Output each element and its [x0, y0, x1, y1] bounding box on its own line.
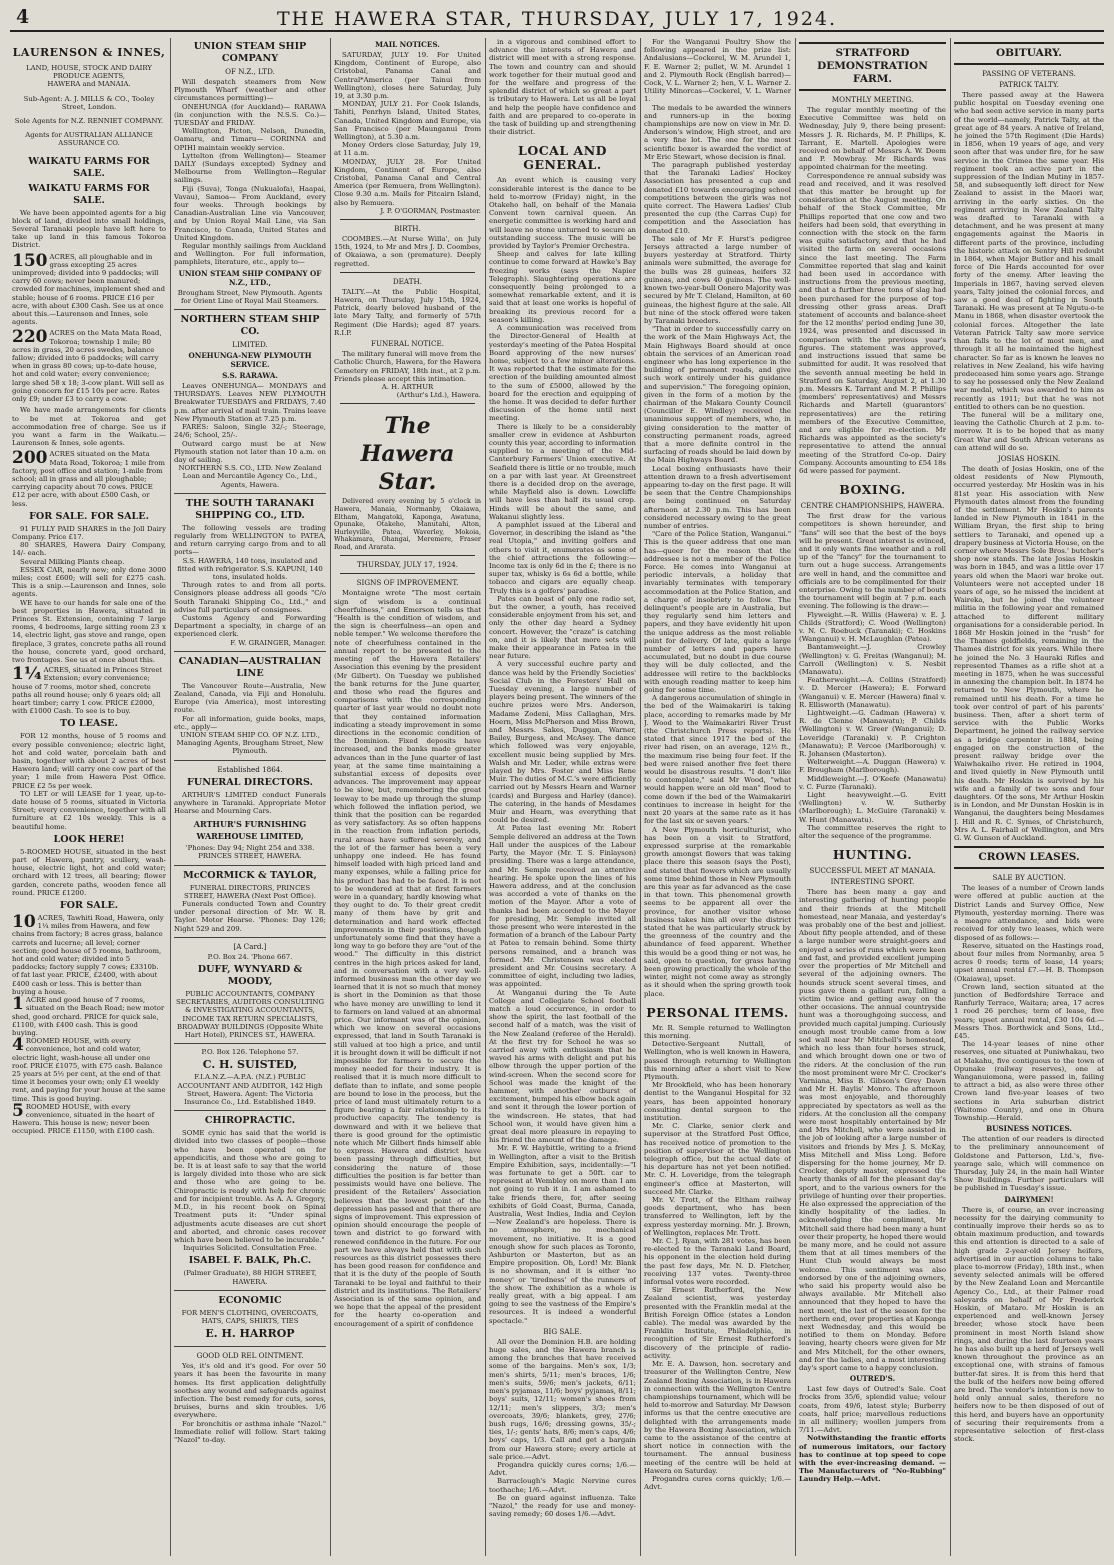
listing-text: ACRE and good house of 7 rooms, situated on the Beach Road; new motor shed, good orchard. PRICE for quick sale, £1100, with £400 cash. This is good buying.: [12, 996, 165, 1037]
paragraph: Progandra quickly cures corns; 1/6.—Advt.: [489, 1460, 636, 1478]
editorial-text: Montaigne wrote "The most certain sign of wisdom is a continual cheerfulness," and Emerson tells us that "Health is the condition of wisdom, and the sign is cheerfulness—an open and noble temper." We welcome therefore the note of cheerfulness contained in the annual report to be presented to the meeting of the Hawera Retailers' Association this evening by the president (Mr Gilbert). On Tuesday we published the bank returns for the June quarter, and those who read the figures and comparisons with the corresponding quarter of last year would no doubt note that they contained information indicating a steady improvement in some directions in the economic condition of the Dominion. Fixed deposits have increased, and the banks made greater advances than in the June quarter of last year, at the same time maintaining a substantial excess of deposits over advances. The improvement may appear to be slow, but, remembering the great leeway to be made up through the slump which followed the inflation period, we think that the position can be regarded as very satisfactory. As so often happens in the reaction from inflation periods, rural areas have suffered severely, and the lot of the farmer has been a very unhappy one indeed. He has found himself loaded with high priced land and many expenses, while a falling price for his product has had to be faced. It is not to be wondered at that at first farmers were in a quandary, hardly knowing what they ought to do. To their great credit many of them have by grit and determination and hard work effected improvements in their positions, though unfortunately some find that they have a long way to go before they are "out of the wood." The difficulty in this district centres in the high prices asked for land, and in conversation with a very well-informed business man the other day we learned that it is not so much that money is short in the Dominion as that those who have money are unwilling to lend it to farmers on land valued at an abnormal price. Our informant was of the opinion, which we know on several occasions expressed, that land in South Taranaki is still valued at too high a price, and until it is brought down it will be difficult if not impossible for farmers to secure the money needed for their industry. It is realised that it is much more difficult to deflate than to inflate, and some people are bound to lose in the process, but the price of land must ultimately return to a figure bearing a fair relationship to its productive capacity. The tendency is downward and with it we believe that there is good ground for the optimistic note which Mr Gilbert finds himself able to express. Hawera and district have been passing through difficulties, but considering the nature of those difficulties the position is far better than pessimists would have one believe. The president of the Retailers' Association believes that the lowest point of the depression has passed and that there are signs of improvement. This expression of opinion should encourage the people of town and district to go forward with renewed confidence in the future. For our part we have always held that with such resources as this district possesses there has been good reason for confidence and that it is the duty of the people of South Taranaki to be loyal and faithful to their district and its institutions. The Retailers' Association is of the same opinion, and we hope that the appeal of the president for the hearty co-operation and encouragement of a spirit of confidence: [334, 589, 481, 1328]
paragraph: TO LET or will LEASE for 1 year, up-to-date house of 5 rooms, situated in Victoria Street; every convenience, together with all furniture at £2 10s weekly. This is a beautiful home.: [12, 789, 166, 831]
ad-text: Funerals conducted Town and Country under personal direction of Mr. W. R. Taylor. Motor Hearse. 'Phones: Day 126; Night 529 and 209.: [174, 900, 326, 933]
paragraph: Mr. R. Semple returned to Wellington this morning.: [644, 1023, 791, 1040]
ad-heading: CANADIAN—AUSTRALIAN LINE: [178, 655, 322, 679]
section-subheading: CENTRE CHAMPIONSHIPS, HAWERA.: [800, 501, 945, 511]
paragraph: 80 SHARES, Hawera Dairy Company, 14/- each.: [12, 541, 166, 558]
ad-text: For all information, guide books, maps, etc., apply—: [174, 714, 326, 731]
section-subheading: MONTHLY MEETING.: [831, 95, 914, 104]
section-subheading: PATRICK TALTY.: [999, 80, 1059, 89]
ad-subheading: GOOD OLD REL OINTMENT.: [196, 1351, 304, 1361]
listing-text: ACRES, all ploughable and in grass excepting 25 acres unimproved; divided into 9 paddocks; will carry 60 cows; never been manured; crowded for machines, implement shed and stable; house of 6 rooms. PRICE £16 per acre, with about £300 Cash. See us at once about this.—Laurenson and Innes, sole agents.: [12, 252, 166, 327]
paragraph: A pamphlet issued at the Liberal and Governor, in describing the island as "the real Utopia," and inviting golfers and others to visit it, enumerates as some of the chief attractions the following:—Income tax is only 6d in the £; there is no super tax, whisky is 6s 6d a bottle, while tobacco and cigars are equally cheap. Truly this is a golfers' paradise.: [489, 520, 636, 595]
paragraph: Barraclough's Magic Nervine cures toothache; 1/6.—Advt.: [489, 1477, 636, 1494]
paragraph: The funeral will be a military one, leaving the Catholic Church at 2 p.m. to-morrow. It is to be hoped that as many Great War and South African veterans as can attend will do so.: [954, 410, 1104, 452]
paragraph: Reserve, situated on the Hastings road, about four miles from Normanby, area 5 acres 0 roods; term of lease, 14 years; upset annual rental £7.—H. B. Thompson (Okaiawa), upset.: [954, 941, 1104, 983]
section-heading: MAIL NOTICES.: [375, 40, 440, 49]
section-heading: PERSONAL ITEMS.: [646, 1004, 789, 1020]
paragraph: The military funeral will move from the Catholic Church, Hawera, for the Hawera Cemetery on FRIDAY, 18th inst., at 2 p.m. Friends please accept this intimation.: [334, 350, 481, 383]
paragraph: Local boxing enthusiasts have their attention drawn to a fresh advertisement appearing to-day on the first page. It will be seen that the Centre Championships are being continued on Saturday afternoon at 2.30 p.m. This has been considered necessary owing to the great number of entries.: [644, 464, 791, 530]
ad-heading: McCORMICK & TAYLOR,: [183, 869, 317, 881]
section-subheading: INTERESTING SPORT.: [830, 877, 915, 887]
listing-number: 150: [12, 250, 48, 271]
paragraph: The 14-year leases of nine other reserves, one situated at Puniwhakau, two at Makahu, five contiguous to the town of Opunake (railway reserves), one at Wanganuiomona, were passed in, failing to attract a bid, as also were three other Crown land five-year leases of two sections in Aria suburban district (Waitomo County), and one in Ohura Township.—Herald.: [954, 1040, 1104, 1122]
ad-text: Leaves ONEHUNGA— MONDAYS and THURSDAYS. Leaves NEW PLYMOUTH Breakwater TUESDAYS and FRIDAYS, 7.40 p.m. after arrival of mail train. Trains leave New Plymouth Station at 7.25 p.m.: [174, 382, 326, 423]
masthead: [10, 4, 1104, 32]
section-heading: FUNERAL NOTICE.: [370, 339, 445, 349]
section-subheading: SALE BY AUCTION.: [992, 873, 1066, 883]
section-heading: WAIKATU FARMS FOR SALE.: [28, 182, 150, 206]
listing-text: ACRES, situated in Princes Street Extension; every convenience; house of 7 rooms, motor shed, concrete paths all round house; only 6 years old; all heart timber; carry 1 cow. PRICE £2000, with £1000 Cash. To see is to buy.: [12, 666, 163, 716]
section-heading: BIG SALE.: [543, 1326, 582, 1336]
section-heading: OBITUARY.: [954, 42, 1104, 65]
paragraph: There is, of course, an ever increasing necessity for the dairying community to continually improve their herds so as to obtain maximum production, and towards this end attention is directed to a sale of high grade 2-year-old Jersey heifers, advertised in our auction columns to take place to-morrow (Friday), 18th inst., when seventy selected animals will be offered by the New Zealand Loan and Mercantile Agency Co., Ltd., at their Palmer road saleyards on behalf of Mr Frederick Hoskin, of Mataro. Mr Hoskin is an experienced and well-known Jersey breeder, whose stock have been prominent in most North Island show rings, and during the last fourteen years he has also built up a herd of Jerseys well known throughout the province as an exceptional one, with strains of famous butter-fat sires. It is from this herd that the bulk of the heifers now being offered are bred. The vendor's intention is now to hold only annual sales, therefore no heifers now to be then disposed of out of this herd, and buyers have an opportunity of securing their requirements from a representative selection of first-class stock.: [954, 1205, 1104, 1444]
ad-text: Wellington, Picton, Nelson, Dunedin, Oamaru, and Timaru— CORINNA and OPIHI maintain weekly service.: [174, 127, 326, 152]
paragraph: A New Plymouth horticulturist, who has been on a visit to Stratford, expressed surprise at the remarkable growth amongst flowers that was taking place there this season (says the Post), and stated that flowers which are usually some time behind those in New Plymouth are this year as far advanced as the case in that town. This phenomenal growth seems to be apparent all over the province, for another visitor whose business takes him all over the district stated that he was particularly struck by the greenness of the country and the abundance of feed apparent. Whether this would be a good thing or not was, he said, open to question, for grass having been growing practically the whole of the winter, might not come away as strongly as it should when the spring growth took place.: [644, 825, 791, 998]
section-heading: FOR SALE. FOR SALE.: [29, 510, 149, 522]
listing-number: 10: [12, 912, 36, 933]
ad-text: (Palmer Graduate), 88 HIGH STREET, HAWERA.: [183, 1269, 317, 1286]
ad-text: P.O. Box 24. 'Phone 667.: [207, 952, 293, 961]
paragraph: FOR 12 months, house of 5 rooms and every possible convenience; electric light, hot and cold water, porcelain bath and basin, together with about 2 acres of best Hawera land; will carry one cow part of the year; 1 mile from Hawera Post Office. PRICE £2 5s per week.: [12, 732, 166, 790]
economic-ad: [174, 1295, 326, 1347]
paragraph: "That in order to successfully carry on the work of the Main Highways Act, the Main Highways Board should at once obtain the services of an American road engineer who has long experience in the building of permanent roads, and give such work entirely under his guidance and supervision." The foregoing opinion, given in the form of a motion by the chairman of the Makara County Council (Councillor E. Windley) received the unanimous support of members, who, in giving consideration to the matter of constructing permanent roads, agreed that a more definite control in the surfacing of roads should be laid down by the Main Highways Board.: [644, 325, 791, 465]
ad-text: Lyttelton (from Wellington)— Steamer DAILY (Sundays excepted) Sydney and Melbourne from Wellington—Regular sailings.: [174, 151, 326, 185]
ad-text: SOME cynic has said that the world is divided into two classes of people—those who have been operated on for appendicitis, and those who are going to be. It is at least safe to say that the world is largely divided into those who are sick and those who are going to be. Chiropractic is ready with help for chronic and for incipient trouble. As A. A. Gregory, M.D., in his recent book on Spinal Treatment puts it: "Under spinal adjustments acute diseases are cut short and aborted, and chronic cases recover which have been believed to be incurable.": [174, 1129, 326, 1244]
advertiser-name: LAURENSON & INNES,: [12, 46, 166, 59]
paragraph: Mr. C. J. Ryan, with 281 votes, has been re-elected to the Taranaki Land Board, his opponent in the election held during the past few days, Mr. N. D. Fletcher, receiving 137 votes. Twenty-three informal votes were recorded.: [644, 1237, 791, 1287]
paragraph: All over the Dominion H.B. are holding huge sales, and the Hawera branch is among the branches that have received some of the bargains. Men's sox, 1/3; men's shirts, 5/11; men's braces, 1/6; men's suits, 59/6; men's jackets, 6/11; men's pyjamas, 11/6; boys' pyjamas, 8/11; boys' suits, 12/11; women's shoes from 12/11; men's slippers, 3/3; men's overcoats, 39/6; blankets, grey, 27/6; bush rugs, 16/6; dressing gowns, 35/-; ties, 1/-; gents' hats, 8/6; men's caps, 4/6; boys' caps, 1/3. Call and get a bargain from our Hawera store; every article at sale price.—Advt.: [489, 1337, 636, 1461]
listing-text: ACRES on the Mata Mata Road, Tokoroa; township 1 mile; 80 acres in grass, 20 acres swedes, balance fallow; divided into 6 paddocks; will carry when in grass 80 cows; up-to-date house, hot and cold water; every convenience; large shed 58 x 18; 3-cow plant. Will sell as going concern for £15 10s per acre. Rates only £9; under £3 to carry a cow.: [12, 329, 164, 404]
ad-signature: UNION STEAM SHIP COMPANY OF N.Z., LTD.,: [178, 268, 322, 287]
issue-date: THURSDAY, JULY 17, 1924.: [356, 560, 459, 570]
paragraph: Featherweight.—A. Collins (Stratford) v. D. Mercer (Hawera); E. Forward (Wanganui) v. E. Mercer (Hawera) final v. R. Ellisworth (Manawatu).: [799, 676, 946, 709]
column-rule: [485, 38, 486, 1556]
paragraph: Mr. C. Clarke, senior clerk and supervisor at the Stratford Post Office, has received notice of promotion to the position of supervisor at the Wellington telegraph office, but the actual date of his departure has not yet been notified. Mr. C. H. Loveridge, from the telegraph engineer's office at Masterton, will succeed Mr. Clarke.: [644, 1122, 791, 1196]
paragraph: Sheep and calves for late killing continue to come forward at Hawke's Bay freezing works (says the Napier Telegraph). Slaughtering operations are consequently being prolonged to a somewhat remarkable extent, and it is said that at least one works is hopeful of breaking its previous record for a season's killing.: [489, 250, 636, 324]
newspaper-nameplate: The Hawera Star.: [360, 413, 455, 496]
ad-line: Sole Agents for N.Z. RENNIET COMPANY.: [14, 117, 164, 126]
section-heading: FOR SALE.: [59, 900, 119, 912]
paragraph: TALTY.—At the Public Hospital, Hawera, on Thursday, July 15th, 1924, Patrick, dearly beloved husband of the late Mary Talty, and formerly of 57th Regiment (Die Hards); aged 87 years. R.I.P.: [334, 287, 481, 337]
ad-heading: C. H. SUISTED,: [202, 1058, 298, 1072]
paragraph: Light heavyweight.—G. Evitt (Wellington) v. W. Sutherby (Marlborough); L. McGuire (Taranaki) v. W. Hunt (Manawatu).: [799, 791, 946, 824]
paragraph: ESSEX CAR, nearly new; only done 3000 miles; cost £600; will sell for £275 cash. This is a snip.—Laurenson and Innes, sole agents.: [12, 565, 166, 599]
paragraph: in a vigorous and combined effort to advance the interests of Hawera and district will meet with a strong response. The town and country can and should work together for their mutual good and for the welfare and progress of the splendid district of which so great a part is tributary to Hawera. Let us all be loyal and help the people have confidence and faith and are prepared to co-operate in the task of building up and strengthening their district.: [489, 38, 636, 137]
paragraph: There is likely to be a considerably smaller crew in evidence at Ashburton county this year, according to information supplied to a meeting of the Mid-Canterbury Farmers' Union executive. At Seafield there is little or no trouble, much on a par with last year. At Greenstreet there is a decided drop on the average, while Mayfield also is down. Lowcliffe will have less than half its usual crop. Hinds will be about the same, and Wakanui slightly less.: [489, 422, 636, 521]
ad-text: Regular monthly sailings from Auckland and Wellington. For full information, pamphlets, literature, etc., apply to—: [174, 242, 326, 267]
signature: J. P. O'GORMAN, Postmaster.: [380, 206, 481, 215]
listing-text: ROOMED HOUSE, with every convenience, situated in the heart of Hawera. This house is new; never been occupied. PRICE £1150, with £100 cash.: [12, 1102, 155, 1136]
column-rule: [170, 38, 171, 1556]
ointment-ad: [174, 1351, 326, 1444]
ad-heading: ARTHUR'S FURNISHING WAREHOUSE LIMITED,: [193, 819, 307, 842]
listing-number: 200: [12, 448, 48, 469]
paragraph: Welterweight.—A. Duggan (Hawera) v. F. Brougham (Marlborough).: [799, 758, 946, 775]
ad-heading: ISABEL F. BALK, Ph.C.: [188, 1255, 312, 1267]
ad-subheading: LIMITED.: [232, 340, 268, 350]
paragraph: Crown land, section situated at the junction of Bedfordshire Terrace and Ranfurly Terrace, Waitara; area, 17 acres 1 rood 26 perches; term of lease, five years; upset annual rental, £30 10s 6d.—Messrs Thos. Borthwick and Sons, Ltd., £45.: [954, 982, 1104, 1040]
section-heading: BOXING.: [839, 482, 906, 498]
listing-number: 1¼: [12, 664, 42, 685]
paragraph: The first draw for the various competitors is shown hereunder, and "fans" will see that the best of the boys will be present. Great interest is evinced, and it only wants fine weather and a roll up of the "fancy" for the tournament to turn out a huge success. Arrangements are well in hand, and the committee and officials are to be complimented for their enterprise. Owing to the number of bouts the tournament will begin at 7 p.m. each evening. The following is the draw:—: [799, 512, 946, 611]
column-rule: [640, 38, 641, 1556]
northern-steamship-ad: [174, 314, 326, 494]
ad-heading: ECONOMIC: [218, 1294, 282, 1306]
paragraph: MONDAY, JULY 21. For Cook Islands, Tahiti, Penrhyn Island, United States, Canada, United Kingdom and Europe, via San Francisco (per Maunganui from Wellington), at 5.30 a.m.: [334, 100, 481, 142]
listing: [12, 996, 166, 1037]
ad-text: Through rates to and from all ports. Consignors please address all goods "C/o South Taranaki Shipping Co., Ltd.," and advise full particulars of consignees.: [174, 581, 326, 614]
listing-number: 1: [12, 994, 24, 1015]
ad-line: Agents for AUSTRALIAN ALLIANCE ASSURANCE CO.: [25, 131, 153, 148]
ad-text: ONEHUNGA (for Auckland)— RARAWA (in conjunction with the N.S.S. Co.)— TUESDAY and FRIDAY.: [174, 102, 326, 128]
paragraph: Lightweight.—G. Cadman (Hawera) v. R. de Clenne (Manawatu); P. Childs (Wellington) v. W. Greer (Wanganui); D. Loveridge (Taranaki) v. P. Crighton (Manawatu); P. Vercoe (Marlborough) v. R. Johansen (Masterton).: [799, 709, 946, 759]
paragraph: There has been many a gay and interesting gathering of hunting people and their friends at the Mitchell homestead, near Manaia, and yesterday's was probably one of the best and jolliest. About fifty people attended, and of these a large number were straight-goers and enjoyed a series of runs which were keen and fast, and provided excellent jumping over the properties of Mr Mitchell and several of the adjoining owners. The hounds struck scent several times, and puss gave them a gallant run, falling a victim twice and getting away on the other occasions. The annual countryside hunt was a thoroughgoing success, and provided much capital jumping. Curiously enough most trouble came from a low sod wall near Mr Mitchell's homestead, which no less than four horses struck, and which brought down one or two of the riders. At the conclusion of the run the most prominent were Mr C. Crocker's Varniana, Miss B. Gibson's Grey Dawn and Mr H. Baylis' Monro. The afternoon was most enjoyable, and thoroughly appreciated by spectators as well as the riders. At the conclusion all the company were most hospitably entertained by Mr and Mrs Mitchell, who were assisted in the job of looking after a large number of visitors and friends by Mrs J. S. McKay, Miss Mitchell and Miss Long. Before dispersing for the home journey, Mr D. Crocker, deputy master, expressed the hearty thanks of all for the pleasant day's sport, and to the various owners for the privilege of hunting over their properties. He also expressed the appreciation of the kindly hospitality of the ladies. In acknowledging the compliment, Mr Mitchell said there had been many a hunt over their property, he hoped there would be many more, and he could not assure them that at all times members of the Hunt Club would always be most welcome. This sentiment was also endorsed by one of the adjoining owners, who said his property would also be always available. Mr Mitchell also announced that they hoped to have the next meet, the last of the season for the northern end, over properties at Kaponga next Wednesday, and this would be notified to them on Monday. Before leaving, hearty cheers were given for Mr and Mrs Mitchell, for the other owners, and for the ladies, and a most interesting day's sport came to a happy conclusion.: [799, 888, 946, 1373]
page-number: 4: [16, 6, 30, 28]
paragraph: Correspondence re annual subsidy was read and received, and it was resolved that this matter be brought up for consideration at the August meeting. On behalf of the Stock Committee, Mr Phillips reported that one cow and two heifers had been sold, that everything in connection with the stock on the farm was quite satisfactory, and that he had visited the farm on several occasions since the last meeting. The Farm Committee reported that slag and kainit had been used in accordance with instructions from the previous meeting, and that a further three tons of slag had been purchased for the purpose of top-dressing other grass areas. Draft statement of accounts and balance-sheet for the 12 months' period ending June 30, 1924, was presented and discussed in comparison with the previous year's figures. The statement was approved, and instructions issued that same be submitted for audit. It was resolved that the seventh annual meeting be held in Stratford on Saturday, August 2, at 1.30 p.m. Messrs K. Tarrant and M. P. Phillips (members' representatives) and Messrs Richards and Martell (guarantors' representatives) are the retiring members of the Executive Committee, and are eligible for re-election. Mr Richards was appointed as the society's representative to attend the annual meeting of the Stratford Co-op. Dairy Company. Accounts amounting to £54 18s 6d were passed for payment.: [799, 171, 946, 475]
paragraph: 5-ROOMED HOUSE, situated in the best part of Hawera, pantry, scullery, wash-house, electric light, hot and cold water; orchard with 12 trees, all bearing; flower garden, concrete paths, wooden fence all round. PRICE £1200.: [12, 847, 166, 897]
column-1: [12, 38, 166, 1558]
paragraph: The attention of our readers is directed to the preliminary announcement of Goldstone and Patterson, Ltd.'s, five-yearage sale, which will commence on Thursday, July 24, in the main hall Winter Show Buildings. Further particulars will be published in Tuesday's issue.: [954, 1135, 1104, 1193]
ad-text: P.O. Box 126. Telephone 57.: [201, 1048, 299, 1057]
section-heading: LOOK HERE!: [53, 833, 125, 845]
paragraph: "Care of the Police Station, Wanganui." This is the queer address that one man has—queer for the reason that the addressee is not a member of the Police Force. He comes into Wanganui at periodic intervals, a holiday that invariably terminates with temporary accommodation at the Police Station, and a charge of insobriety to follow. The delinquent's people are in Australia, but they regularly send him letters and papers, and they have evidently hit upon the unique address as the most reliable point for delivery. Of late, quite a large number of letters and papers have accumulated, but no doubt in due course they will be duly collected, and the addressee will retire to the backblocks with enough reading matter to keep him going for some time.: [644, 530, 791, 695]
ad-line: Sub-Agent: A. J. MILLS & CO., Tooley Street, London.: [23, 94, 155, 111]
ad-line: LAND, HOUSE, STOCK AND DAIRY PRODUCE AGENTS,: [26, 64, 152, 81]
ad-text: FUNERAL DIRECTORS, PRINCES STREET, HAWERA (Next Post Office).: [184, 883, 316, 900]
column-5: [644, 38, 791, 1558]
section-heading: BIRTH.: [394, 224, 421, 234]
ad-subheading: [A Card.]: [233, 941, 267, 951]
listing-text: ROOMED HOUSE, with every convenience, hot and cold water, electric light, wash-house all under one roof. PRICE £1075, with £75 cash. Balance 25 years at 5½ per cent, at the end of that time it becomes your own; only £1 weekly rent, and paying for your house at the same time. This is good buying.: [12, 1037, 166, 1103]
paragraph: SATURDAY, JULY 19. For United Kingdom, Continent of Europe, also Cristobal, Panama Canal and Central*America (per Tainui from Wellington), closes here Saturday, July 19, at 3.30 p.m.: [334, 51, 481, 101]
column-rule: [330, 38, 331, 1556]
union-steamship-ad: [174, 41, 326, 310]
ad-text: Will despatch steamers from New Plymouth Wharf (weather and other circumstances permitting)—: [174, 78, 326, 103]
paragraph: Sir Ernest Rutherford, the New Zealand scientist, was yesterday presented with the Franklin medal at the British Foreign Office (states a London cable). The medal was awarded by the Franklin Institute, Philadelphia, in recognition of Sir Ernest Rutherford's discovery of the principle of radio-activity.: [644, 1286, 791, 1360]
paragraph: The regular monthly meeting of the Executive Committee was held on Wednesday, July 9, there being present: Messrs J. R. Richards, M. P. Phillips, K. Tarrant, E. Martell. Apologies were received on behalf of Messrs A. W. Deem and P. Mowbray. Mr Richards was appointed chairman for the meeting.: [799, 106, 946, 172]
paragraph: Mr Brookfield, who has been honorary dentist to the Wanganui Hospital for 32 years, has been appointed honorary consulting dental surgeon to the institution.: [644, 1081, 791, 1122]
section-subheading: PASSING OF VETERANS.: [982, 69, 1076, 78]
listing: [12, 450, 166, 507]
divider: [340, 573, 475, 574]
ad-text: ARTHUR'S LIMITED conduct Funerals anywhere in Taranaki. Appropriate Motor Hearse and Mourning Cars.: [174, 790, 326, 815]
section-heading: CROWN LEASES.: [954, 846, 1104, 869]
paragraph: Last few days of Outred's Sale. Coat frocks from 35/6, splendid value; velour coats, from 49/6, latest style; Burberry coats, half price; marvellous reductions in all millinery; woollen jumpers from 7/11.—Advt.: [799, 1385, 946, 1435]
listing-text: ACRES, Tawhiti Road, Hawera, only 1¼ miles from Hawera, and few chains from factory; 8 acres grass, balance carrots and lucerne; all level; corner section; good house of 5 rooms, bathroom, hot and cold water; divided into 5 paddocks; factory supply 7 cows; £3310b. of fat last year. PRICE, £2400, with about £400 cash or less. This is better than buying a house.: [12, 914, 164, 996]
paragraph: 91 FULLY PAID SHARES in the Joll Dairy Company. Price £17.: [12, 524, 166, 541]
ad-text: Outward cargo must be at New Plymouth station not later than 10 a.m. on day of sailing.: [174, 439, 326, 464]
listing-number: 4: [12, 1035, 24, 1056]
divider: [340, 219, 475, 220]
ad-text: S.S. HAWERA, 140 tons, insulated and fitted with refrigerator. S.S. KAPUNI, 140 tons, insulated holds.: [177, 556, 323, 581]
listing-number: 220: [12, 327, 48, 348]
ad-subheading: ONEHUNGA-NEW PLYMOUTH SERVICE.: [188, 351, 312, 370]
paragraph: Pates can boast of only one radio set, but the owner, a youth, has received considerable enjoyment from his set, and only the other day heard a Sydney concert. However, the "craze" is catching on, and it is likely that more sets will make their appearance in Patea in the near future.: [489, 594, 636, 661]
ad-text: Inquiries Solicited. Consultation Free.: [183, 1244, 317, 1253]
canadian-australian-line-ad: [174, 656, 326, 761]
paragraph: The leases of a number of Crown lands were offered at public auction at the District Lands and Survey Office, New Plymouth, yesterday morning. There was a meagre attendance, and bids were received for only two leases, which were disposed of as follows:—: [954, 884, 1104, 942]
section-heading: HUNTING.: [832, 847, 913, 863]
ad-text: NORTHERN S.S. CO., LTD. New Zealand Loan and Mercantile Agency Co., Ltd., Agents, Hawera.: [178, 464, 322, 489]
column-7: [954, 38, 1104, 1558]
section-heading: OUTRED'S.: [849, 1374, 896, 1384]
paragraph: Mr. F. W. Haybittle, writing to a friend in Wellington, after a visit to the British Empire Exhibition, says, incidentally:—"I was fortunate to get a 50ft. car to represent at Wembley on more than I am not going to rub it in. I am ashamed to take friends there, for, after seeing exhibits of Gold Coast, Burma, Canada, Australia, West Indies, India and Ceylon —New Zealand's are hopeless. There is no atmosphere, no mechanical movement, no initiative. It is a good enough show for such places as Toronto, Ashburton or Masterton, but as an Empire proposition. Oh, Lord! Mr. Blank is no showman, and it is either 'no money' or 'tiredness' of the runners of the show. The exhibition as a whole is really great, with a big appeal. I am going to see the vastness of the Empire's resources. It is indeed a wonderful spectacle.": [489, 1144, 636, 1325]
paragraph: We have made arrangements for clients to be met at Tokoroa and get accommodation free of charge. See us if you want a farm in the Waikatu.—Laurenson & Innes, sole agents.: [12, 406, 166, 448]
paragraph: At Wanganui during the Te Aute College and Collegiate School football match a loud occurrence, in order to show the spirit, the last football of the second half of a match, was the visit of the New Zealand (referee of the Herald). At the first try for School he was so carried away with enthusiasm that he waved his arms with delight and put his elbow through the upper portion of the wind-screen. When the second score for School was made the knight of the hammer, with another outburst of excitement, bumped his elbow back again and sent it through the lower portion of the windscreen. He states, that had School won, it would have given him a great deal more pleasure in repaying to his friend the amount of the damage.: [489, 988, 636, 1145]
paragraph: Mr. V. Trott, of the Eltham railway goods department, who has been transferred to Wellington, left by the express yesterday morning. Mr. J. Brown, of Wellington, replaces Mr. Trott.: [644, 1196, 791, 1237]
ad-text: PUBLIC ACCOUNTANTS, COMPANY SECRETARIES, AUDITORS CONSULTING & INVESTIGATING ACCOUNTANTS, INCOME TAX RETURN SPECIALISTS, BROADWAY BUILDINGS (Opposite White Hart Hotel), PRINCES ST., HAWERA.: [176, 990, 324, 1040]
listing: [12, 1100, 166, 1136]
listing: [12, 250, 166, 327]
mccormick-taylor-ad: [174, 870, 326, 938]
paragraph: An event which is causing very considerable interest is the dance to be held to-morrow (Friday) night, in the Otakeho hall, on behalf of the Manaia Convent town carnival queen. An energetic committee is working hard and will leave no stone unturned to secure an outstanding success. The music will be provided by Taylor's Premier Orchestra.: [489, 176, 636, 251]
paragraph: Flyweight.—R. Willis (Hawera) v. E. J. Childs (Stratford); C. Wood (Wellington) v. N. C. Roebuck (Taranaki); C. Hoskins (Wanganui) v. H. McLaughlan (Patea).: [799, 610, 946, 644]
paragraph: Bantamweight.—J. Crowley (Wellington) v. G. Freitas (Wanganui); M. Carroll (Wellington) v. S. Nesbit (Manawatu).: [799, 643, 946, 676]
ad-text: For bronchitis or asthma inhale "Nazol." Immediate relief will follow. Start taking "Nazol" to-day.: [174, 1419, 326, 1444]
ad-text: Brougham Street, New Plymouth. Agents for Orient Line of Royal Mail Steamers.: [177, 288, 323, 305]
paragraph: Detective-Sergeant Nuttall, of Wellington, who is well known in Hawera, passed through returning to Wellington this morning after a short visit to New Plymouth.: [644, 1040, 791, 1081]
arthurs-funeral-ad: [174, 765, 326, 866]
ad-heading: THE SOUTH TARANAKI SHIPPING CO., LTD.: [185, 497, 315, 521]
column-3: [334, 38, 481, 1558]
ad-subheading: Established 1864.: [217, 764, 283, 774]
divider: [340, 403, 475, 404]
paragraph: MONDAY, JULY 28. For United Kingdom, Continent of Europe, also Cristobal, Panama Canal and Central America (per Remuera, from Wellington). Close 9.30 a.m. Mails for Pitcairn Island, also by Remuera.: [334, 157, 481, 207]
listing-text: ACRES situated on the Mata Mata Road, Tokoroa; 1 mile from factory, post office and station; 1-mile from school; all in grass and all ploughable; carrying capacity about 70 cows. PRICE £12 per acre, with about £500 Cash, or less.: [12, 450, 165, 508]
listing: [12, 666, 166, 715]
paragraph: The committee reserves the right to alter the sequence of the programme.: [799, 823, 946, 841]
divider: [340, 555, 475, 556]
delivery-notice: Delivered every evening by 5 o'clock in Hawera, Manaia, Normanby, Okaiawa, Eltham, Mangatoki, Kaponga, Awatuna, Opunake, Otakeho, Manutahi, Alton, Hurleyville, Patea, Waverley, Mokoia, Whakamara, Ohangai, Meremere, Fraser Road, and Ararata.: [334, 497, 481, 551]
ad-text: FARES: Saloon, Single 32/-; Steerage, 24/6; School, 25/-.: [174, 423, 326, 440]
ad-text: The Vancouver Route—Australia, New Zealand, Canada, via Fiji and Honolulu. Europe (via America), most interesting route.: [174, 681, 326, 715]
column-4: [489, 38, 636, 1558]
paragraph: The sale of Mr F. Hurst's pedigree Jerseys attracted a large number of buyers yesterday at Stratford. Thirty animals were submitted, the average for the bulls was 28 guineas, heifers 32 guineas, and cows 40 guineas. The well-known two-year-bull Oonero Majority was secured by Mr T. Cleland, Hamilton, at 60 guineas, the highest figure at the sale. All but nine of the stock offered were taken by Taranaki breeders.: [644, 234, 791, 325]
paragraph: Money Orders close Saturday, July 19, at 11 a.m.: [334, 141, 481, 158]
section-heading: LOCAL AND GENERAL.: [518, 143, 607, 173]
ad-text: 'Phones: Day 94; Night 254 and 338. PRINCES STREET, HAWERA.: [185, 844, 315, 861]
ad-text: The following vessels are trading regularly from WELLINGTON to PATEA, and return carrying cargo from and to all ports—: [174, 523, 326, 557]
suisted-ad: [174, 1048, 326, 1111]
listing-number: 5: [12, 1100, 24, 1121]
editorial-heading: SIGNS OF IMPROVEMENT.: [356, 578, 459, 588]
ad-text: FOR MEN'S CLOTHING, OVERCOATS, HATS, CAPS, SHIRTS, TIES: [181, 1308, 319, 1325]
section-subheading: SUCCESSFUL MEET AT MANAIA.: [809, 866, 936, 876]
paragraph: For the Wanganui Poultry Show the following appeared in the prize list: Andalusians—Cockerel, W. M. Arundel 1, F. E. Warner 2; pullet, W. M. Arundel 1 and 2. Plymouth Rock (English barred)—Cock, V. L. Warner 2; hen, V. L. Warner 2. Utility Minorcas—Cockerel, V. L. Warner 1.: [644, 38, 791, 104]
ad-text: Fiji (Suva), Tonga (Nukualofa), Haapai, Vavau), Samoa— From Auckland, every four weeks. Through bookings by Canadian-Australian Line via Vancouver, and by Union Royal Mail Line, via San Francisco, to Canada, United States and United Kingdom.: [174, 184, 326, 242]
paragraph: A dangerous accumulation of shingle in the bed of the Waimakariri is taking place, according to remarks made by Mr J. Wood to the Waimakariri River Trust (the Christchurch Press reports). He stated that since 1917 the bed of the river had risen, on an average, 12½ ft., the maximum rise being four feet. If the bed were raised another five feet there would be disastrous results. "I don't like to contemplate," said Mr Wood, "what would happen were an old man" flood to come down if the bed of the Waimakariri continues to increase in height for the next 20 years at the same rate as it has for the last six or seven years.": [644, 694, 791, 826]
section-heading: DAIRYMEN!: [1004, 1194, 1054, 1204]
section-heading: DEATH.: [392, 276, 423, 286]
ad-heading: FUNERAL DIRECTORS.: [187, 776, 313, 788]
ad-heading: CHIROPRACTIC.: [204, 1115, 296, 1127]
paragraph: Several Milking Plants cheap.: [20, 557, 125, 566]
listing: [12, 1037, 166, 1103]
ad-heading: UNION STEAM SHIP COMPANY: [193, 41, 307, 64]
paragraph: The medals to be awarded the winners and runners-up in the boxing championships are now on view in Mr. D. Anderson's window, High street, and are a very fine lot. The one for the most scientific boxer is awarded the verdict of Mr Eric Stewart, whose decision is final.: [644, 103, 791, 161]
paragraph: At Patea last evening Mr. Robert Semple delivered an address at the Town Hall under the auspices of the Labour Party, the Mayor (Mr. T. S. Finlayson) presiding. There was a large attendance, and Mr. Semple received an attentive hearing. He spoke upon the lines of his Hawera address, and at the conclusion was accorded a vote of thanks on the motion of the Mayor. After a vote of thanks had been accorded to the Mayor for presiding, Mr. Semple invited all those present who were interested in the formation of a branch of the Labour Party at Patea to remain behind. Some thirty persons remained, and a branch was formed. Mr. Christensen was elected president and Mr. Cousins secretary. A committee of eight, including two ladies, was appointed.: [489, 824, 636, 989]
paragraph: Notwithstanding the frantic efforts of numerous imitators, our factory has to continue at top speed to cope with the ever-increasing demand. — The Manufacturers of "No-Rubbing" Laundry Help.—Advt.: [799, 1434, 946, 1484]
paragraph: Progandra cures corns quickly; 1/6.—Advt.: [644, 1474, 791, 1492]
column-6: [799, 38, 946, 1558]
paragraph: COOMBES.—At Nurse Willa', on July 15th, 1924, to Mr and Mrs J. D. Coombes, of Okaiawa, a son (premature). Deeply regretted.: [334, 235, 481, 268]
ad-heading: NORTHERN STEAM SHIP CO.: [180, 314, 320, 338]
paragraph: WE have to our hands for sale one of the best properties in Hawera, situated in Princes St. Extension, containing 7 large rooms, 4 bedrooms, large sitting room 23 x 14, electric light, gas stove and range, open fireplace, 3 grates, concrete paths all round the house, concrete yard, good orchard, two frontages. See us at once about this.: [12, 598, 166, 664]
paragraph: The paragraph published yesterday that the Taranaki Ladies' Hockey Association has presented a cup and donated £10 towards encouraging school competitions between the girls was not quite correct. The Hawera Ladies' Club presented the cup (the Carras Cup) for competition and the Association has donated £10.: [644, 161, 791, 235]
listing: [12, 914, 166, 996]
ad-heading: E. H. HARROP: [205, 1327, 295, 1341]
signature: (Arthur's Ltd.), Hawera.: [396, 391, 481, 400]
column-rule: [950, 38, 951, 1556]
south-taranaki-shipping-ad: [174, 498, 326, 652]
ad-line: HAWERA and MANAIA.: [47, 80, 131, 89]
chiropractic-ad: [174, 1115, 326, 1290]
paragraph: We have been appointed agents for a big block of land, divided into small holdings, Several Taranaki people have left here to take up land in this famous Tokoroa District.: [12, 208, 166, 250]
paragraph: Be on guard against influenza. Take "Nazol," the ready for use and money-saving remedy; 60 doses 1/6.—Advt.: [489, 1493, 636, 1519]
section-heading: STRATFORD DEMONSTRATION FARM.: [799, 42, 946, 91]
ad-text: Yes, it's old and it's good. For over 50 years it has been the favourite in many homes. Its first application delightfully soothes any wound and safeguards against infection. The best remedy for cuts, sores, bruises, burns and skin troubles. 1/6 everywhere.: [174, 1362, 326, 1420]
ad-text: Customs Agency and Forwarding Department a specialty, in charge of an experienced clerk.: [174, 613, 326, 639]
signature: A. H. ARTHUR: [381, 382, 434, 391]
duff-wynyard-moody-ad: [174, 942, 326, 1044]
ad-heading: DUFF, WYNYARD & MOODY,: [197, 964, 303, 988]
listing: [12, 329, 166, 403]
column-rule: [795, 38, 796, 1556]
paragraph: Middleweight.—J. O'Keefe (Manawatu) v. C. Furze (Taranaki).: [799, 774, 946, 791]
ad-text: UNION STEAM SHIP CO. OF N.Z. LTD., Managing Agents, Brougham Street, New Plymouth.: [176, 730, 324, 756]
paragraph: A very successful euchre party and dance was held by the Friendly Societies' Social Club in the Foresters' Hall on Tuesday evening, a large number of players being present. The winners of the euchre prizes were Mrs. Anderson, Madame Zodeni, Miss Callaghan, Mrs. Hoern, Miss McPherson and Miss Brown, and Messrs. Sakes, Duggan, Warner, Bailey, Burgess, and McAsey. The dance which followed was very enjoyable, excellent music being supplied by Mrs. Walsh and Mr. Leder, while extras were played by Mrs. Foster and Miss Rene Muir. The duties of M.C.'s were efficiently carried out by Messrs Hearn and Warner (cards) and Burgess and Harley (dance). The catering, in the hands of Mesdames Muir and Hearn, was everything that could be desired.: [489, 660, 636, 825]
newspaper-title: THE HAWERA STAR, THURSDAY, JULY 17, 1924.: [276, 8, 838, 30]
section-heading: BUSINESS NOTICES.: [986, 1124, 1072, 1134]
ad-subheading: S.S. RARAWA.: [222, 371, 278, 381]
paragraph: Mr. E. A. Dawson, hon. secretary and treasurer of the Wellington Centre, New Zealand Boxing Association, is in Hawera in connection with the Wellington Centre championships tournament, which will be held to-morrow and Saturday. Mr Dawson informs us that the centre executive are delighted with the arrangements made by the Hawera Boxing Association, which came to the assistance of the centre at short notice in connection with the tournament. The annual business meeting of the centre will be held at Hawera on Saturday.: [644, 1360, 791, 1475]
section-subheading: JOSIAS HOSKIN.: [997, 453, 1061, 463]
section-heading: TO LEASE.: [60, 718, 118, 730]
section-heading: WAIKATU FARMS FOR SALE.: [28, 155, 150, 179]
column-2: [174, 38, 326, 1558]
ad-signature: F. W. GRAINGER, Manager.: [230, 638, 326, 647]
ad-text: F.I.A.N.Z.—A.P.A. (N.Z.) PUBLIC ACCOUNTANT AND AUDITOR, 142 High Street, Hawera. Agent: The Victoria Insurance Co., Ltd. Established 1849.: [177, 1073, 323, 1107]
ad-subheading: OF N.Z., LTD.: [225, 67, 275, 76]
paragraph: A communication was received from the Director-General of Health at yesterday's meeting of the Patea Hospital Board approving of the new nurses' home, subject to a few minor alterations. It was reported that the estimate for the erection of the building amounted almost to the sum of £5000, allowed by the board for the erection and equipping of the home. It was decided to defer further discussion of the home until next meeting.: [489, 324, 636, 423]
paragraph: The death of Josias Hoskin, one of the oldest residents of New Plymouth, occurred yesterday. Mr Hoskin was in his 81st year. His association with New Plymouth dates almost from the founding of the settlement. Mr Hoskin's parents landed in New Plymouth in 1841 in the William Bryan, the first ship to bring settlers to Taranaki, and opened up a drapery business at Victoria House, on the corner where Messrs Sole Bros.' butcher's shop now stands. The late Josias Hoskin was born in 1845, and was a little over 17 years old when the Maori war broke out. Volunteers were not accepted under 18 years of age, so he missed the incident at Waireka, but he joined the volunteer militia in the following year and remained attached to different military organisations for a considerable period. In 1868 Mr Hoskin joined in the "rush" for the Thames goldfields, remaining in the Thames district for six years. While there he joined the No. 3 Hauraki Rifles and represented Thames as a rifle shot at a meeting in 1875, when he was successful in annexing the champion belt. In 1874 he returned to New Plymouth, where he remained until his death. For a time he took over control of part of his parents' business. Then, after a short term of service with the Public Works Department, he joined the railway service as a bridge carpenter in 1884, being engaged on the construction of the present railway bridge over the Waiwhakaiho river. He retired in 1904, and lived quietly in New Plymouth until his death. Mr Hoskin is survived by his wife and a family of two sons and four daughters. Of the sons, Mr Arthur Hoskin is in London, and Mr Dunstan Hoskin is in Wanganui, the daughters being Mesdames J. Hill and R. C. Symes, of Christchurch, Mrs A. L. Fairhall of Wellington, and Mrs G. W. Gunson of Auckland.: [954, 464, 1104, 843]
paragraph: There passed away at the Hawera public hospital on Tuesday evening one who had seen active service in many parts of the world—namely, Patrick Talty, at the great age of 84 years. A native of Ireland, he joined the 57th Regiment (Die Hards) in 1856, when 19 years of age, and very soon after that was under fire, for he saw service in the Crimea the same year. His regiment took an active part in the suppression of the Indian Mutiny in 1857-58, and subsequently left direct for New Zealand to assist in the Maori war, arriving in the early sixties. On the regiment arriving in New Zealand Talty was drafted to Taranaki with a detachment, and he was present at many engagements against the Maoris in different parts of the province, including the historic attack on Sentry Hill redoubt in 1864, when Major Butler and his small force of Die Hards accounted for over forty of the enemy. After leaving the Imperials in 1867, having served eleven years, Talty joined the colonial forces, and saw a good deal of fighting in South Taranaki. He was present at Te Ngutu-o-te Manu in 1868, when disaster overtook the colonial forces. Altogether the late Veteran Patrick Talty saw more service than falls to the lot of most men, and through it all he maintained the highest character. So far as is known he leaves no relatives in New Zealand, his wife having predeceased him some years ago. Strange to say he possessed only the New Zealand war medal, which was awarded to him as recently as 1911; but that he was not entitled to others can be no question.: [954, 91, 1104, 411]
divider: [340, 272, 475, 273]
